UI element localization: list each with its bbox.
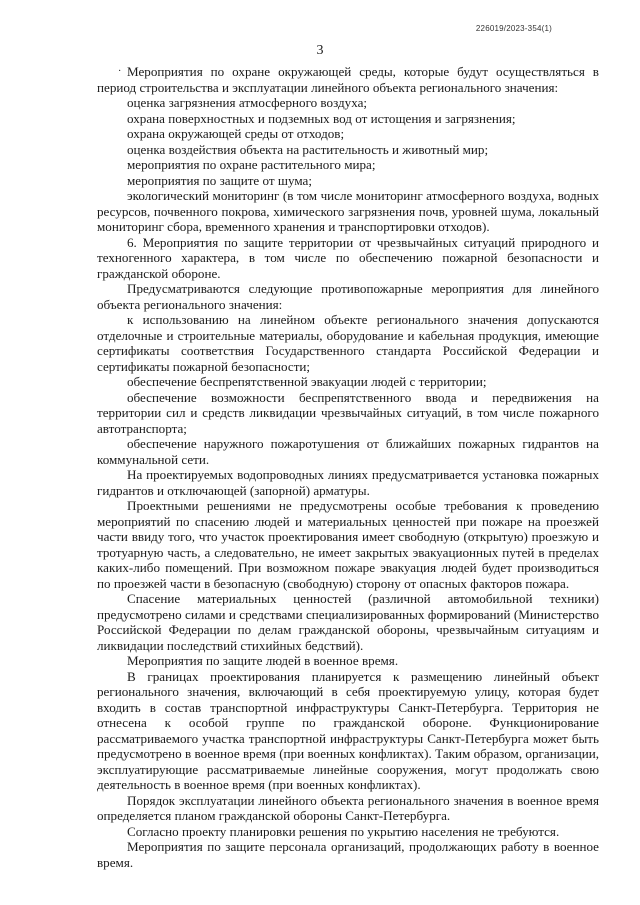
paragraph-wartime-object: В границах проектирования планируется к размещению линейный объект регионального значения, включающий в себя проектируемую улицу, которая будет входить в состав транспортной инфраструктуры Санкт-Петербурга. Территория не отнесена к особой группе по гражданской обороне. Функционирование рассматриваемого участка транспортной инфраструктуры Санкт-Петербурга может быть предусмотрено в военное время (при военных конфликтах). Таким образом, организации, эксплуатирующие рассматриваемые линейные сооружения, могут продолжать свою деятельность в военное время (при военных конфликтах). bbox=[97, 668, 599, 792]
list-item-waste: охрана окружающей среды от отходов; bbox=[127, 126, 345, 141]
list-item-plants: мероприятия по охране растительного мира; bbox=[127, 157, 376, 172]
page-number: 3 bbox=[316, 43, 324, 58]
list-item-hydrants: обеспечение наружного пожаротушения от ближайших пожарных гидрантов на коммунальной сети. bbox=[97, 436, 599, 467]
list-item-air: оценка загрязнения атмосферного воздуха; bbox=[127, 95, 368, 110]
list-item-materials: к использованию на линейном объекте регионального значения допускаются отделочные и строительные материалы, оборудование и кабельная продукция, имеющие сертификаты соответствия Государственного стандарта Российской Федерации и сертификаты пожарной безопасности; bbox=[97, 312, 599, 374]
paragraph-wartime-heading: Мероприятия по защите людей в военное время. bbox=[127, 653, 399, 668]
list-item-access: обеспечение возможности беспрепятственного ввода и передвижения на территории сил и средств ликвидации чрезвычайных ситуаций, в том числе пожарного автотранспорта; bbox=[97, 389, 599, 436]
paragraph-shelter: Согласно проекту планировки решения по укрытию населения не требуются. bbox=[127, 823, 560, 839]
paragraph-water-lines: На проектируемых водопроводных линиях предусматривается установка пожарных гидрантов и отключающей (запорной) арматуры. bbox=[97, 467, 599, 498]
paragraph-fire-intro: Предусматриваются следующие противопожарные мероприятия для линейного объекта регионального значения: bbox=[97, 281, 599, 312]
document-body bbox=[97, 64, 599, 870]
section-heading-6: 6. Мероприятия по защите территории от чрезвычайных ситуаций природного и техногенного характера, в том числе по обеспечению пожарной безопасности и гражданской обороне. bbox=[97, 234, 599, 281]
paragraph-personnel: Мероприятия по защите персонала организаций, продолжающих работу в военное время. bbox=[97, 839, 599, 870]
paragraph-valuables: Спасение материальных ценностей (различной автомобильной техники) предусмотрено силами и средствами специализированных формирований (Министерство Российской Федерации по делам гражданской обороны, чрезвычайным ситуациям и ликвидации последствий стихийных бедствий). bbox=[97, 591, 599, 653]
list-item-monitoring: экологический мониторинг (в том числе мониторинг атмосферного воздуха, водных ресурсов, почвенного покрова, химического загрязнения почв, уровней шума, локальный мониторинг сбора, временного хранения и транспортировки отходов). bbox=[97, 188, 599, 234]
paragraph-rescue: Проектными решениями не предусмотрены особые требования к проведению мероприятий по спасению людей и материальных ценностей при пожаре на проезжей части ввиду того, что участок проектирования имеет свободную (открытую) проезжую и тротуарную часть, а следовательно, не имеет закрытых эвакуационных путей в пределах каких-либо помещений. При возможном пожаре эвакуация людей будет производиться по проезжей части в безопасную (свободную) сторону от опасных факторов пожара. bbox=[97, 498, 599, 591]
margin-mark: · bbox=[118, 66, 122, 77]
document-id: 226019/2023-354(1) bbox=[475, 24, 552, 33]
paragraph-env-measures: Мероприятия по охране окружающей среды, которые будут осуществляться в период строительства и эксплуатации линейного объекта регионального значения: bbox=[97, 64, 599, 95]
list-item-flora-fauna: оценка воздействия объекта на растительность и животный мир; bbox=[127, 141, 489, 157]
list-item-water: охрана поверхностных и подземных вод от истощения и загрязнения; bbox=[127, 110, 516, 126]
list-item-evacuation: обеспечение беспрепятственной эвакуации людей с территории; bbox=[127, 374, 487, 389]
paragraph-wartime-order: Порядок эксплуатации линейного объекта регионального значения в военное время определяется планом гражданской обороны Санкт-Петербурга. bbox=[97, 792, 599, 823]
list-item-noise: мероприятия по защите от шума; bbox=[127, 172, 312, 188]
